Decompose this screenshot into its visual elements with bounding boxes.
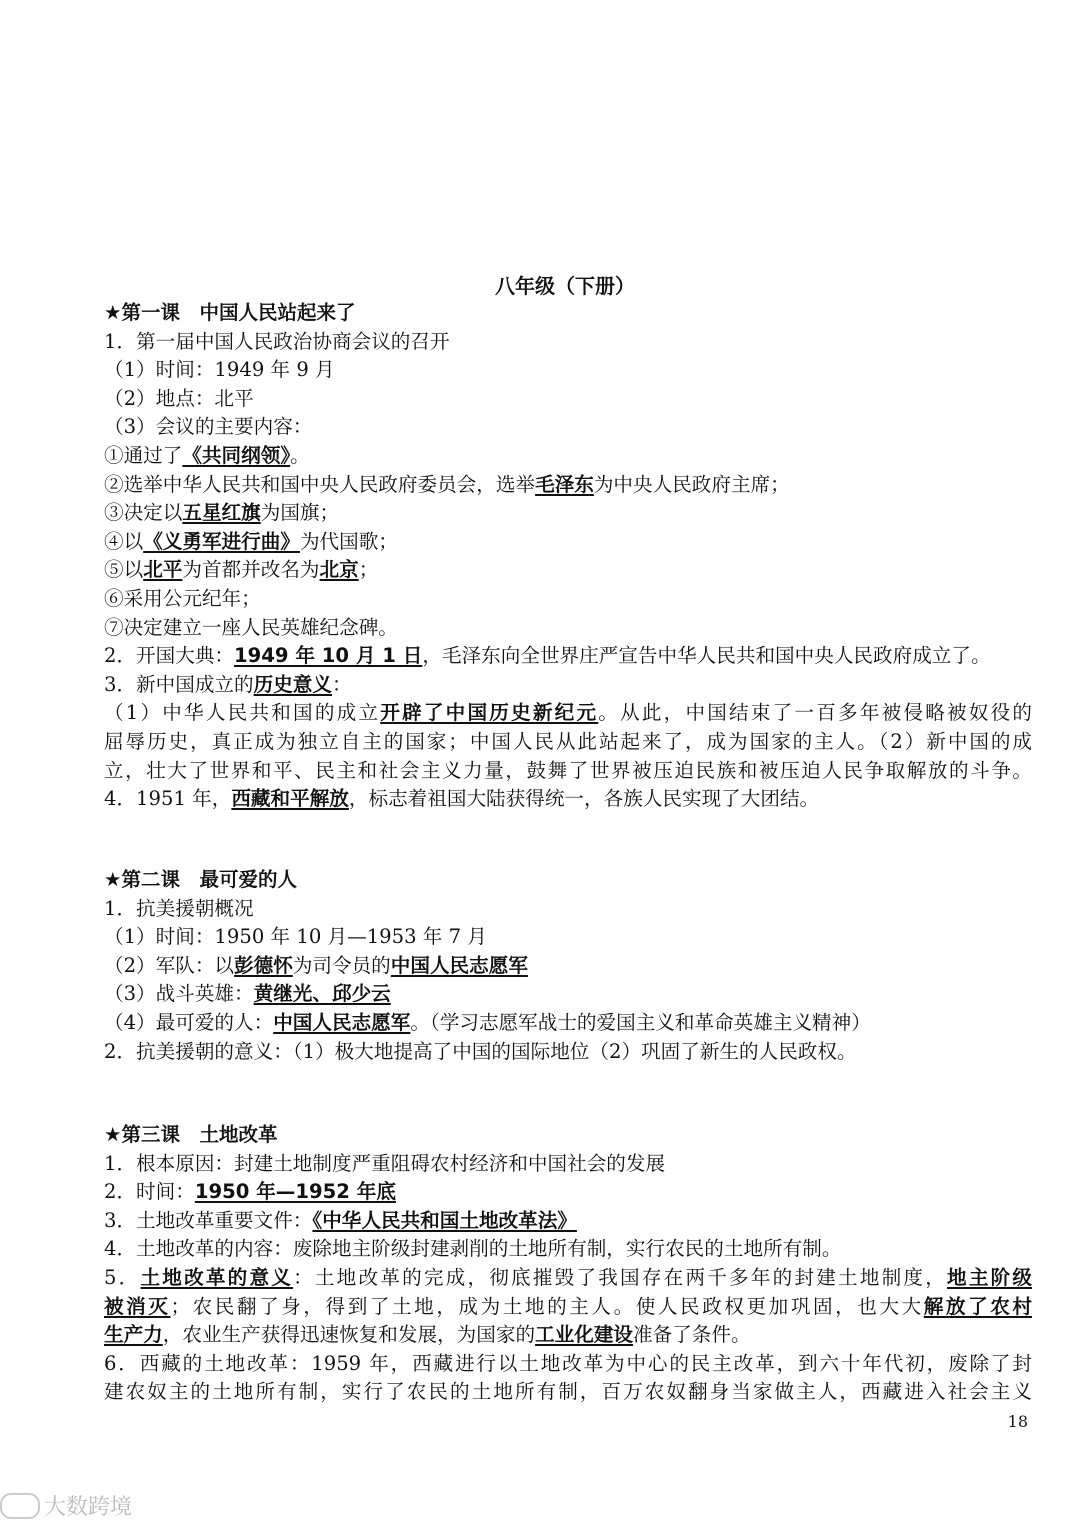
text-segment: （1）时间：1949 年 9 月 xyxy=(104,358,335,382)
text-line xyxy=(104,499,1032,528)
watermark-text: 大数跨境 xyxy=(44,1495,133,1520)
key-term: 西藏和平解放 xyxy=(231,787,349,811)
key-term: 工业化建设 xyxy=(535,1323,634,1347)
text-segment: ②选举中华人民共和国中央人民政府委员会，选举 xyxy=(104,472,536,496)
text-segment: （3）会议的主要内容： xyxy=(104,415,313,439)
text-segment: 为中央人民政府主席； xyxy=(593,472,790,496)
lesson-2-section xyxy=(104,866,1032,1066)
text-segment: 6．西藏的土地改革：1959 年，西藏进行以土地改革为中心的民主改革，到六十年代初，废除了封 xyxy=(104,1351,1032,1375)
text-line xyxy=(104,1009,1032,1038)
text-segment: （2）军队：以 xyxy=(104,953,235,977)
text-segment: ★第二课 最可爱的人 xyxy=(104,868,297,891)
text-line xyxy=(104,1178,1032,1207)
key-term: 五星红旗 xyxy=(182,501,261,525)
text-line xyxy=(104,642,1032,671)
text-line xyxy=(104,980,1032,1009)
text-segment: 准备了条件。 xyxy=(633,1323,751,1347)
text-segment: （1）中华人民共和国的成立 xyxy=(104,701,381,725)
lesson-1-section xyxy=(104,299,1032,814)
text-segment: ：土地改革的完成，彻底摧毁了我国存在两千多年的封建土地制度， xyxy=(293,1265,948,1289)
text-segment: 为国旗； xyxy=(260,501,340,525)
text-line xyxy=(104,895,1032,924)
text-line xyxy=(104,728,1032,757)
text-line xyxy=(104,413,1032,442)
text-segment: 1．第一届中国人民政治协商会议的召开 xyxy=(104,329,450,353)
text-segment: （1）时间：1950 年 10 月—1953 年 7 月 xyxy=(104,925,487,949)
text-segment: 2．时间： xyxy=(104,1180,195,1204)
text-segment: ： xyxy=(332,672,352,696)
key-term: 1949 年 10 月 1 日 xyxy=(234,644,423,668)
key-term: 土地改革的意义 xyxy=(140,1265,294,1289)
text-segment: 。从此，中国结束了一百多年被侵略被奴役的 xyxy=(598,701,1032,725)
text-line xyxy=(104,699,1032,728)
text-segment: ；农民翻了身，得到了土地，成为土地的主人。使人民政权更加巩固，也大大 xyxy=(170,1294,924,1318)
key-term: 北京 xyxy=(319,558,359,582)
key-term: 《共同纲领》 xyxy=(182,443,291,467)
key-term: 被消灭 xyxy=(104,1294,171,1318)
key-term: 中国人民志愿军 xyxy=(390,953,528,977)
text-segment: 为代国歌； xyxy=(299,529,398,553)
text-segment: 立，壮大了世界和平、民主和社会主义力量，鼓舞了世界被压迫民族和被压迫人民争取解放的斗争。 xyxy=(104,758,1032,782)
key-term: 《中华人民共和国土地改革法》 xyxy=(312,1208,577,1232)
text-segment: ⑤以 xyxy=(104,558,144,582)
text-segment: （2）地点：北平 xyxy=(104,386,254,410)
text-segment: 为首都并改名为 xyxy=(182,558,320,582)
text-segment: 2．开国大典： xyxy=(104,644,235,668)
text-line xyxy=(104,671,1032,700)
text-line xyxy=(104,585,1032,614)
text-line xyxy=(104,1378,1032,1407)
text-line xyxy=(104,528,1032,557)
text-segment: （3）战斗英雄： xyxy=(104,982,254,1006)
text-line xyxy=(104,1321,1032,1350)
text-segment: ①通过了 xyxy=(104,443,183,467)
key-term: 1950 年—1952 年底 xyxy=(194,1180,396,1204)
text-segment: 2．抗美援朝的意义：（1）极大地提高了中国的国际地位（2）巩固了新生的人民政权。 xyxy=(104,1039,857,1063)
text-segment: 3．土地改革重要文件： xyxy=(104,1208,313,1232)
key-term: 开辟了中国历史新纪元 xyxy=(380,701,599,725)
text-line xyxy=(104,385,1032,414)
lesson-3-section xyxy=(104,1121,1032,1407)
text-line xyxy=(104,556,1032,585)
text-line xyxy=(104,952,1032,981)
text-line xyxy=(104,442,1032,471)
section-heading xyxy=(104,1121,1032,1150)
watermark-logo-icon xyxy=(0,1493,40,1519)
text-line xyxy=(104,1350,1032,1379)
text-segment: ⑥采用公元纪年； xyxy=(104,586,261,610)
text-segment: 4．1951 年， xyxy=(104,787,232,811)
page-number: 18 xyxy=(1007,1412,1028,1431)
text-segment: ； xyxy=(358,558,379,582)
text-line xyxy=(104,1038,1032,1067)
text-segment: ④以 xyxy=(104,529,144,553)
text-line xyxy=(104,614,1032,643)
text-segment: ，标志着祖国大陆获得统一，各族人民实现了大团结。 xyxy=(348,787,820,811)
key-term: 毛泽东 xyxy=(535,472,594,496)
text-segment: ★第三课 土地改革 xyxy=(104,1123,278,1146)
key-term: 北平 xyxy=(143,558,183,582)
text-segment: 屈辱历史，真正成为独立自主的国家；中国人民从此站起来了，成为国家的主人。（2）新中国的成 xyxy=(104,729,1032,753)
key-term: 历史意义 xyxy=(253,672,332,696)
page-title: 八年级（下册） xyxy=(495,274,635,298)
text-line xyxy=(104,1207,1032,1236)
text-line xyxy=(104,1293,1032,1322)
text-segment: 5． xyxy=(104,1265,141,1289)
text-line xyxy=(104,1150,1032,1179)
key-term: 地主阶级 xyxy=(947,1265,1032,1289)
section-heading xyxy=(104,299,1032,328)
text-segment: 。 xyxy=(290,443,310,467)
text-segment: ★第一课 中国人民站起来了 xyxy=(104,301,356,324)
text-line xyxy=(104,923,1032,952)
text-line xyxy=(104,471,1032,500)
text-segment: ，农业生产获得迅速恢复和发展，为国家的 xyxy=(162,1323,536,1347)
text-segment: ⑦决定建立一座人民英雄纪念碑。 xyxy=(104,615,398,639)
text-segment: （4）最可爱的人： xyxy=(104,1010,274,1034)
text-segment: 4．土地改革的内容：废除地主阶级封建剥削的土地所有制，实行农民的土地所有制。 xyxy=(104,1237,842,1261)
key-term: 中国人民志愿军 xyxy=(273,1010,411,1034)
text-segment: ，毛泽东向全世界庄严宣告中华人民共和国中央人民政府成立了。 xyxy=(422,644,991,668)
key-term: 《义勇军进行曲》 xyxy=(143,529,300,553)
key-term: 彭德怀 xyxy=(234,953,293,977)
key-term: 解放了农村 xyxy=(923,1294,1032,1318)
key-term: 生产力 xyxy=(104,1323,163,1347)
text-line xyxy=(104,757,1032,786)
text-line xyxy=(104,356,1032,385)
text-line xyxy=(104,785,1032,814)
section-heading xyxy=(104,866,1032,895)
text-line xyxy=(104,1264,1032,1293)
text-segment: ③决定以 xyxy=(104,501,183,525)
text-segment: 3．新中国成立的 xyxy=(104,672,254,696)
text-segment: 1．根本原因：封建土地制度严重阻碍农村经济和中国社会的发展 xyxy=(104,1151,666,1175)
text-segment: 1．抗美援朝概况 xyxy=(104,896,254,920)
text-line xyxy=(104,1235,1032,1264)
text-segment: 建农奴主的土地所有制，实行了农民的土地所有制，百万农奴翻身当家做主人，西藏进入社会主义 xyxy=(104,1380,1032,1404)
key-term: 黄继光、邱少云 xyxy=(253,982,391,1006)
text-segment: 。（学习志愿军战士的爱国主义和革命英雄主义精神） xyxy=(410,1010,871,1034)
text-line xyxy=(104,328,1032,357)
text-segment: 为司令员的 xyxy=(292,953,391,977)
watermark xyxy=(0,1490,132,1521)
